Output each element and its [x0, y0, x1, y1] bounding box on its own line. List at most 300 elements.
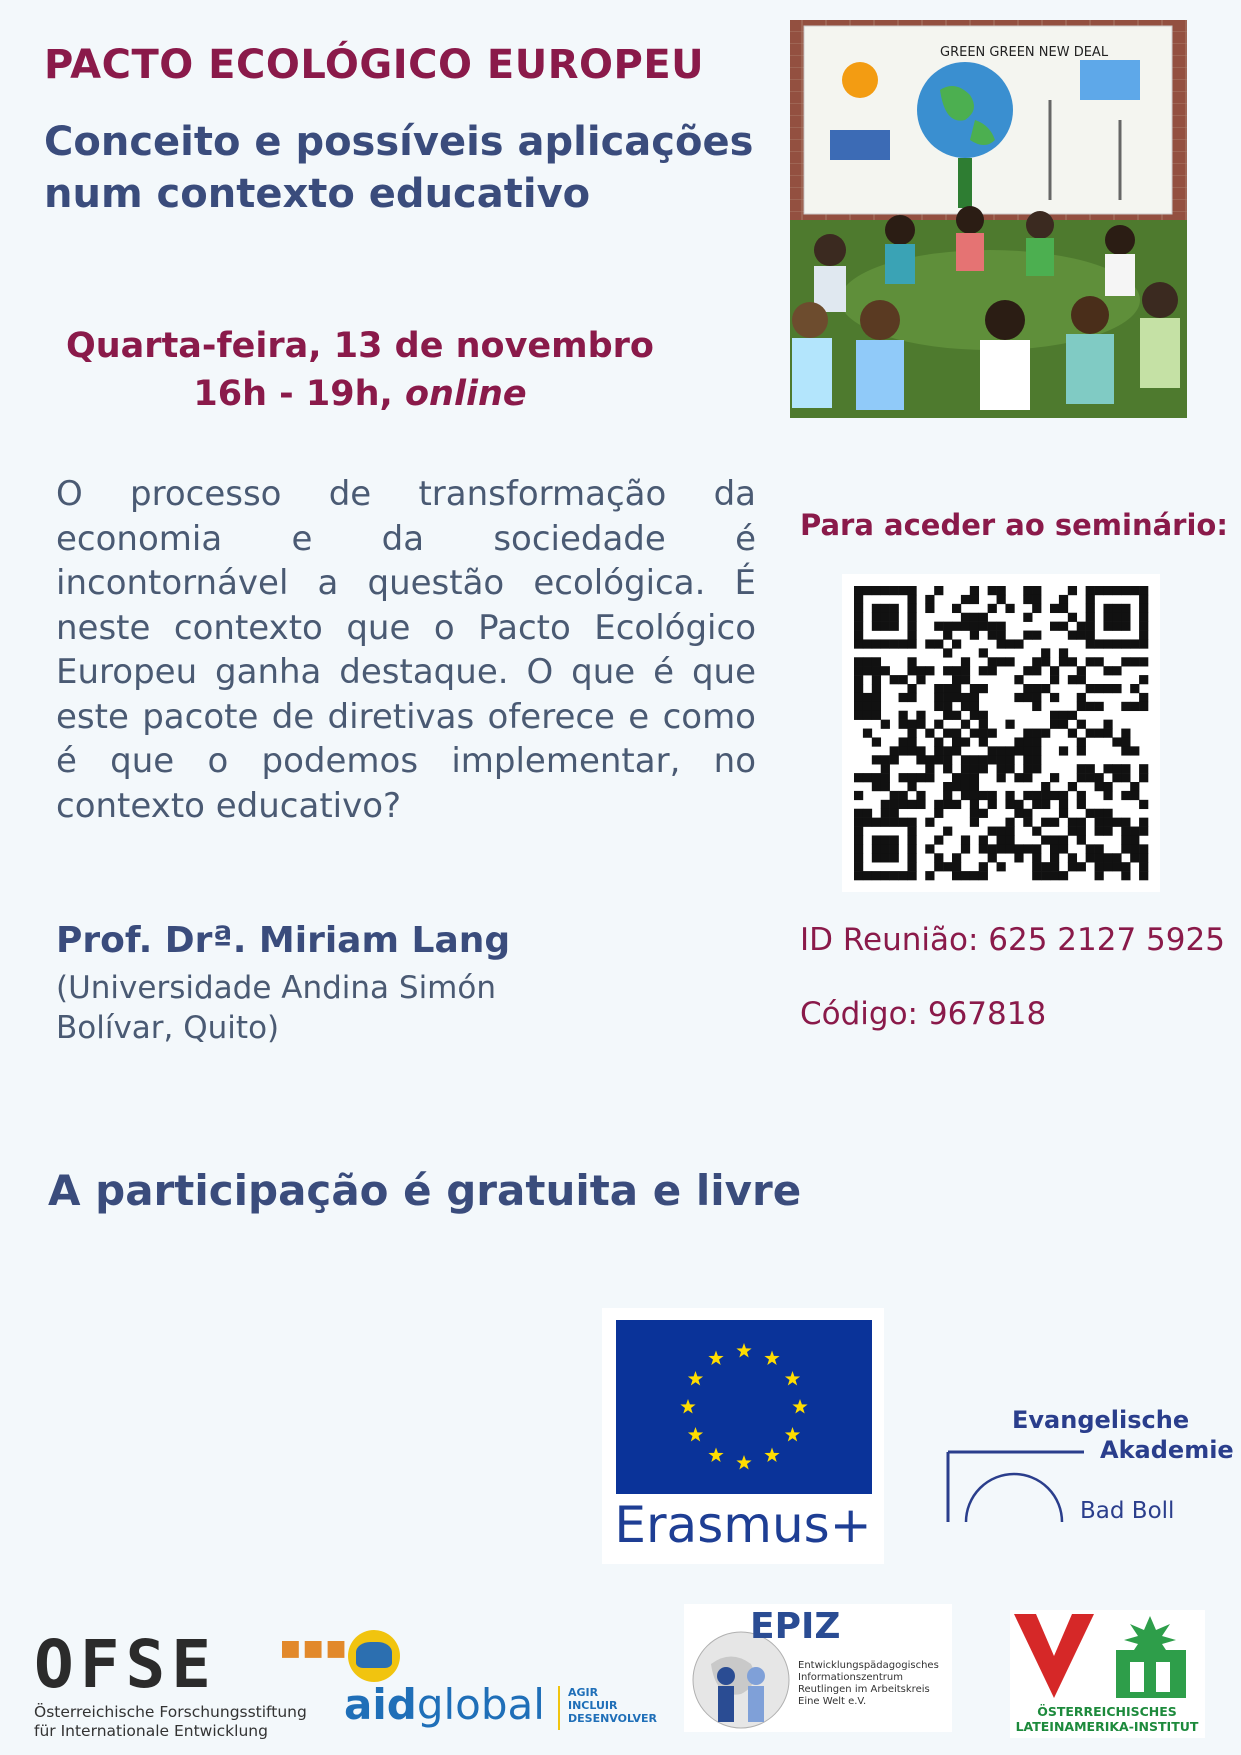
qr-module [1041, 871, 1050, 880]
qr-module [1095, 702, 1104, 711]
aidglobal-wordmark: aidglobal [344, 1680, 545, 1729]
qr-module [1130, 684, 1139, 693]
ofse-logo [34, 1626, 349, 1740]
qr-module [961, 791, 970, 800]
qr-module [1095, 853, 1104, 862]
qr-module [872, 737, 881, 746]
eu-flag-icon [616, 1320, 872, 1494]
qr-module [1050, 666, 1059, 675]
qr-module [934, 835, 943, 844]
qr-module [1121, 791, 1130, 800]
qr-module [1095, 818, 1104, 827]
qr-module [943, 764, 952, 773]
qr-module [1068, 613, 1077, 622]
aidglobal-logo [344, 1626, 657, 1736]
qr-module [907, 773, 916, 782]
qr-module [1023, 844, 1032, 853]
qr-module [916, 791, 925, 800]
qr-module [961, 666, 970, 675]
qr-module [1032, 631, 1041, 640]
qr-module [1059, 800, 1068, 809]
meeting-id: ID Reunião: 625 2127 5925 [800, 922, 1225, 958]
qr-module [872, 853, 881, 862]
qr-module [1068, 586, 1077, 595]
qr-module [907, 729, 916, 738]
qr-module [881, 755, 890, 764]
qr-module [979, 622, 988, 631]
qr-module [1032, 595, 1041, 604]
qr-module [916, 720, 925, 729]
qr-module [890, 622, 899, 631]
qr-module [1103, 613, 1112, 622]
ofse-wordmark: OFSE [34, 1626, 217, 1703]
access-label: Para aceder ao seminário: [800, 508, 1228, 542]
qr-module [970, 693, 979, 702]
qr-module [1032, 657, 1041, 666]
qr-module [961, 755, 970, 764]
qr-module [1023, 613, 1032, 622]
qr-module [854, 595, 863, 604]
qr-module [1095, 782, 1104, 791]
qr-module [1112, 684, 1121, 693]
qr-module [1086, 657, 1095, 666]
qr-module [997, 755, 1006, 764]
qr-module [890, 586, 899, 595]
qr-module [1086, 595, 1095, 604]
qr-module [1059, 711, 1068, 720]
qr-module [881, 720, 890, 729]
qr-module [872, 693, 881, 702]
qr-module [881, 782, 890, 791]
qr-module [1103, 604, 1112, 613]
qr-module [1068, 631, 1077, 640]
qr-module [1121, 729, 1130, 738]
qr-module [1139, 613, 1148, 622]
qr-module [979, 729, 988, 738]
qr-module [1014, 675, 1023, 684]
qr-module [1077, 631, 1086, 640]
qr-module [872, 666, 881, 675]
event-time: 16h - 19h, [193, 374, 393, 414]
qr-module [890, 871, 899, 880]
qr-module [1112, 604, 1121, 613]
qr-module [890, 800, 899, 809]
qr-module [1023, 586, 1032, 595]
qr-module [1005, 800, 1014, 809]
qr-module [1086, 622, 1095, 631]
qr-module [907, 800, 916, 809]
qr-module [1103, 782, 1112, 791]
qr-module [907, 631, 916, 640]
qr-module [943, 791, 952, 800]
qr-module [881, 604, 890, 613]
qr-module [1130, 835, 1139, 844]
qr-module [907, 871, 916, 880]
qr-module [1103, 791, 1112, 800]
meeting-code: Código: 967818 [800, 996, 1047, 1032]
qr-module [934, 746, 943, 755]
qr-module [952, 711, 961, 720]
qr-module [988, 666, 997, 675]
qr-module [899, 773, 908, 782]
qr-module [943, 862, 952, 871]
qr-module [1050, 853, 1059, 862]
qr-module [854, 773, 863, 782]
qr-module [1077, 666, 1086, 675]
qr-module [1095, 773, 1104, 782]
qr-module [916, 711, 925, 720]
qr-module [1103, 853, 1112, 862]
epiz-description: Entwicklungspädagogisches Informationszentrum Reutlingen im Arbeitskreis Eine Welt e.V. [798, 1660, 939, 1707]
qr-module [1005, 844, 1014, 853]
qr-module [907, 595, 916, 604]
qr-module [1059, 648, 1068, 657]
qr-module [961, 773, 970, 782]
qr-module [979, 720, 988, 729]
ofse-dots-icon: ■■■ [280, 1636, 349, 1661]
qr-module [1086, 639, 1095, 648]
qr-module [952, 604, 961, 613]
qr-module [1032, 871, 1041, 880]
qr-module [1121, 604, 1130, 613]
qr-module [925, 818, 934, 827]
qr-module [1130, 853, 1139, 862]
qr-module [1014, 809, 1023, 818]
qr-module [1050, 773, 1059, 782]
qr-module [863, 666, 872, 675]
akademie-line2: Akademie [1100, 1436, 1234, 1464]
qr-module [1059, 844, 1068, 853]
qr-module [1112, 613, 1121, 622]
qr-module [970, 800, 979, 809]
qr-module [854, 844, 863, 853]
qr-module [1077, 737, 1086, 746]
erasmus-logo [602, 1308, 884, 1564]
qr-module [1130, 657, 1139, 666]
qr-module [1068, 782, 1077, 791]
qr-module [988, 827, 997, 836]
qr-module [907, 835, 916, 844]
qr-module [1059, 595, 1068, 604]
qr-module [943, 782, 952, 791]
qr-module [961, 871, 970, 880]
event-datetime [40, 322, 680, 418]
qr-module [934, 809, 943, 818]
qr-module [1086, 586, 1095, 595]
qr-module [1032, 729, 1041, 738]
qr-module [925, 666, 934, 675]
qr-module [907, 604, 916, 613]
qr-module [1077, 746, 1086, 755]
qr-module [1050, 604, 1059, 613]
qr-module [1112, 862, 1121, 871]
qr-module [1121, 586, 1130, 595]
qr-module [979, 711, 988, 720]
qr-module [988, 844, 997, 853]
qr-module [1095, 684, 1104, 693]
qr-module [1077, 818, 1086, 827]
qr-module [872, 835, 881, 844]
qr-module [979, 648, 988, 657]
qr-module [1095, 827, 1104, 836]
qr-module [1041, 684, 1050, 693]
qr-module [1068, 675, 1077, 684]
qr-module [1139, 595, 1148, 604]
qr-module [1086, 604, 1095, 613]
qr-module [979, 684, 988, 693]
qr-module [1095, 639, 1104, 648]
qr-module [890, 809, 899, 818]
qr-module [1005, 657, 1014, 666]
qr-module [943, 702, 952, 711]
qr-module [1032, 764, 1041, 773]
qr-module [1077, 773, 1086, 782]
qr-module [881, 818, 890, 827]
qr-module [925, 844, 934, 853]
qr-module [1121, 613, 1130, 622]
qr-module [961, 702, 970, 711]
event-date: Quarta-feira, 13 de novembro [66, 326, 654, 366]
qr-module [952, 853, 961, 862]
qr-module [997, 586, 1006, 595]
qr-module [1005, 827, 1014, 836]
qr-module [1032, 586, 1041, 595]
qr-module [925, 764, 934, 773]
qr-module [970, 791, 979, 800]
qr-module [907, 720, 916, 729]
qr-module [872, 702, 881, 711]
qr-module [1059, 835, 1068, 844]
qr-module [979, 755, 988, 764]
qr-module [925, 773, 934, 782]
qr-module [997, 835, 1006, 844]
qr-module [952, 693, 961, 702]
qr-module [863, 773, 872, 782]
qr-module [952, 729, 961, 738]
event-time-line [40, 370, 680, 418]
qr-module [1130, 827, 1139, 836]
qr-module [1032, 800, 1041, 809]
qr-module [863, 639, 872, 648]
qr-module [1139, 604, 1148, 613]
qr-module [1112, 773, 1121, 782]
qr-module [970, 782, 979, 791]
qr-module [979, 764, 988, 773]
qr-module [997, 639, 1006, 648]
qr-module [952, 746, 961, 755]
qr-module [1050, 693, 1059, 702]
qr-module [1059, 809, 1068, 818]
qr-module [943, 631, 952, 640]
qr-module [907, 639, 916, 648]
qr-module [1050, 862, 1059, 871]
epiz-logo [684, 1604, 952, 1732]
qr-module [979, 737, 988, 746]
qr-module [1077, 835, 1086, 844]
qr-module [854, 657, 863, 666]
qr-module [1130, 639, 1139, 648]
qr-module [907, 853, 916, 862]
qr-module [872, 613, 881, 622]
qr-module [943, 746, 952, 755]
qr-module [872, 773, 881, 782]
qr-module [1023, 693, 1032, 702]
qr-module [1068, 827, 1077, 836]
qr-module [997, 773, 1006, 782]
qr-module [872, 604, 881, 613]
qr-module [925, 639, 934, 648]
qr-module [1139, 853, 1148, 862]
qr-module [1023, 595, 1032, 604]
qr-module [1077, 764, 1086, 773]
qr-module [907, 622, 916, 631]
qr-module [1139, 657, 1148, 666]
qr-module [952, 737, 961, 746]
qr-module [934, 720, 943, 729]
qr-module [1121, 827, 1130, 836]
qr-module [1139, 702, 1148, 711]
qr-module [1103, 684, 1112, 693]
akademie-line1: Evangelische [1012, 1406, 1190, 1434]
qr-module [934, 622, 943, 631]
qr-module [907, 613, 916, 622]
qr-module [881, 773, 890, 782]
qr-module [863, 657, 872, 666]
qr-module [1112, 818, 1121, 827]
qr-module [943, 755, 952, 764]
qr-module [988, 657, 997, 666]
qr-module [979, 809, 988, 818]
qr-module [961, 737, 970, 746]
qr-module [943, 827, 952, 836]
qr-module [1139, 827, 1148, 836]
qr-module [890, 755, 899, 764]
qr-module [1050, 844, 1059, 853]
qr-module [970, 613, 979, 622]
qr-module [1103, 862, 1112, 871]
qr-module [934, 853, 943, 862]
qr-module [961, 622, 970, 631]
qr-module [925, 755, 934, 764]
qr-module [872, 586, 881, 595]
qr-module [1086, 613, 1095, 622]
qr-module [854, 631, 863, 640]
speaker-name: Prof. Drª. Miriam Lang [56, 920, 511, 961]
qr-module [943, 693, 952, 702]
qr-module [890, 746, 899, 755]
qr-module [979, 862, 988, 871]
qr-module [907, 862, 916, 871]
participation-note: A participação é gratuita e livre [48, 1166, 802, 1215]
qr-module [952, 639, 961, 648]
qr-module [907, 746, 916, 755]
oela-title: ÖSTERREICHISCHES LATEINAMERIKA-INSTITUT [1015, 1704, 1199, 1734]
qr-module [970, 622, 979, 631]
qr-module [1086, 764, 1095, 773]
qr-module [1086, 773, 1095, 782]
qr-module [952, 773, 961, 782]
qr-code[interactable] [842, 574, 1160, 892]
qr-module [1077, 791, 1086, 800]
qr-module [970, 729, 979, 738]
qr-module [961, 675, 970, 684]
qr-module [1130, 844, 1139, 853]
qr-module [907, 586, 916, 595]
qr-module [1050, 711, 1059, 720]
akademie-line3: Bad Boll [1080, 1498, 1175, 1524]
qr-module [899, 791, 908, 800]
qr-module [925, 595, 934, 604]
qr-module [1130, 791, 1139, 800]
qr-module [1014, 737, 1023, 746]
qr-module [1068, 853, 1077, 862]
qr-module [1041, 800, 1050, 809]
qr-module [934, 639, 943, 648]
qr-module [1032, 693, 1041, 702]
qr-module [1121, 746, 1130, 755]
qr-module [881, 586, 890, 595]
qr-module [1014, 773, 1023, 782]
qr-module [907, 827, 916, 836]
qr-module [854, 693, 863, 702]
poster-title: PACTO ECOLÓGICO EUROPEU [44, 42, 705, 88]
qr-module [1032, 702, 1041, 711]
qr-module [1005, 791, 1014, 800]
qr-module [1023, 791, 1032, 800]
qr-module [997, 862, 1006, 871]
qr-module [979, 791, 988, 800]
qr-module [854, 684, 863, 693]
qr-module [1139, 764, 1148, 773]
qr-module [988, 755, 997, 764]
qr-module [961, 720, 970, 729]
qr-module [970, 809, 979, 818]
hero-caption: GREEN GREEN NEW DEAL [940, 45, 1109, 60]
qr-module [1032, 862, 1041, 871]
qr-module [1032, 791, 1041, 800]
qr-module [1077, 800, 1086, 809]
qr-module [1023, 729, 1032, 738]
qr-module [854, 675, 863, 684]
qr-module [952, 871, 961, 880]
qr-module [872, 755, 881, 764]
qr-module [970, 711, 979, 720]
qr-module [970, 586, 979, 595]
qr-module [1103, 639, 1112, 648]
aidglobal-divider [558, 1686, 560, 1730]
qr-module [1112, 764, 1121, 773]
qr-module [997, 631, 1006, 640]
qr-module [1121, 702, 1130, 711]
qr-module [961, 764, 970, 773]
qr-module [854, 622, 863, 631]
description-paragraph: O processo de transformação da economia e da sociedade é incontornável a questão ecológica. É neste contexto que o Pacto Ecológico Europeu ganha destaque. O que é que este pacote de diretivas oferece e como é que o podemos implementar, no contexto educativo? [56, 474, 756, 826]
qr-module [943, 711, 952, 720]
qr-module [907, 782, 916, 791]
qr-module [1086, 844, 1095, 853]
qr-module [899, 639, 908, 648]
qr-module [872, 657, 881, 666]
qr-module [961, 657, 970, 666]
qr-module [1050, 871, 1059, 880]
qr-module [1139, 675, 1148, 684]
qr-module [925, 871, 934, 880]
qr-module [1032, 604, 1041, 613]
qr-module [1005, 835, 1014, 844]
qr-module [943, 648, 952, 657]
qr-module [952, 666, 961, 675]
qr-module [1005, 755, 1014, 764]
